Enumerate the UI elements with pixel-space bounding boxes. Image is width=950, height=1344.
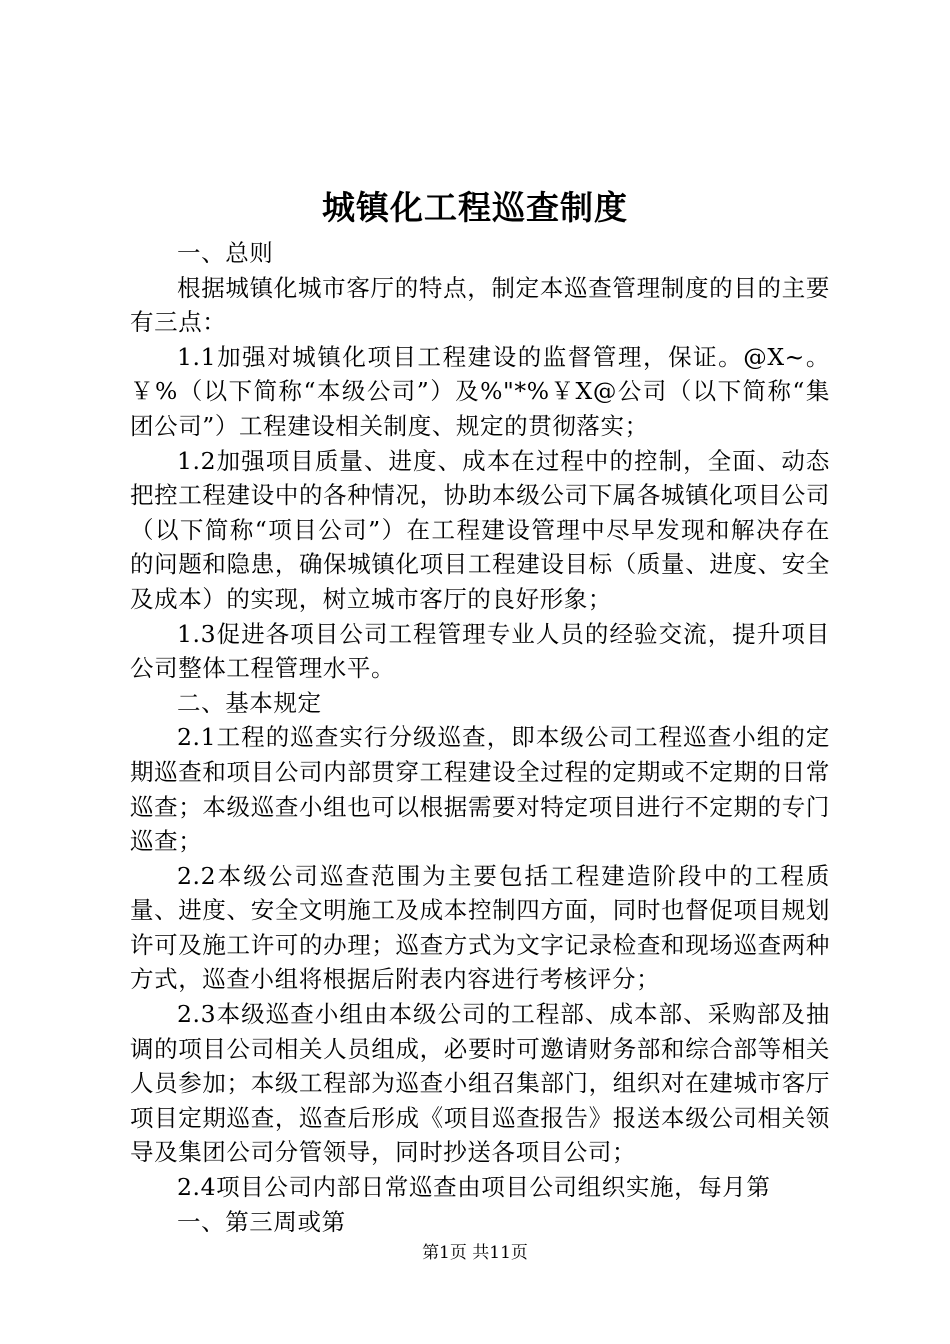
paragraph-purpose: 根据城镇化城市客厅的特点，制定本巡查管理制度的目的主要有三点：	[130, 273, 830, 337]
document-body	[130, 236, 830, 1239]
document-title: 城镇化工程巡查制度	[322, 188, 628, 227]
section-heading-basic-rules: 二、基本规定	[177, 688, 322, 717]
paragraph-1-3: 1.3促进各项目公司工程管理专业人员的经验交流，提升项目公司整体工程管理水平。	[130, 619, 830, 683]
paragraph-1-1: 1.1加强对城镇化项目工程建设的监督管理，保证。@X~。￥%（以下简称“本级公司”）及%"*%￥X@公司（以下简称“集团公司”）工程建设相关制度、规定的贯彻落实；	[130, 342, 830, 440]
paragraph-2-2: 2.2本级公司巡查范围为主要包括工程建造阶段中的工程质量、进度、安全文明施工及成本控制四方面，同时也督促项目规划许可及施工许可的办理；巡查方式为文字记录检查和现场巡查两种方式，巡查小组将根据后附表内容进行考核评分；	[130, 861, 830, 994]
paragraph-2-3: 2.3本级巡查小组由本级公司的工程部、成本部、采购部及抽调的项目公司相关人员组成，必要时可邀请财务部和综合部等相关人员参加；本级工程部为巡查小组召集部门，组织对在建城市客厅项目定期巡查，巡查后形成《项目巡查报告》报送本级公司相关领导及集团公司分管领导，同时抄送各项目公司；	[130, 1000, 830, 1167]
paragraph-1-2: 1.2加强项目质量、进度、成本在过程中的控制，全面、动态把控工程建设中的各种情况，协助本级公司下属各城镇化项目公司（以下简称“项目公司”）在工程建设管理中尽早发现和解决存在的问题和隐患，确保城镇化项目工程建设目标（质量、进度、安全及成本）的实现，树立城市客厅的良好形象；	[130, 446, 830, 613]
page-footer: 第1页 共11页	[422, 1243, 528, 1263]
paragraph-2-1: 2.1工程的巡查实行分级巡查，即本级公司工程巡查小组的定期巡查和项目公司内部贯穿工程建设全过程的定期或不定期的日常巡查；本级巡查小组也可以根据需要对特定项目进行不定期的专门巡查；	[130, 723, 830, 856]
paragraph-2-4: 2.4项目公司内部日常巡查由项目公司组织实施，每月第	[177, 1173, 771, 1202]
section-heading-general: 一、总则	[177, 239, 274, 267]
paragraph-fragment: 一、第三周或第	[177, 1207, 346, 1236]
